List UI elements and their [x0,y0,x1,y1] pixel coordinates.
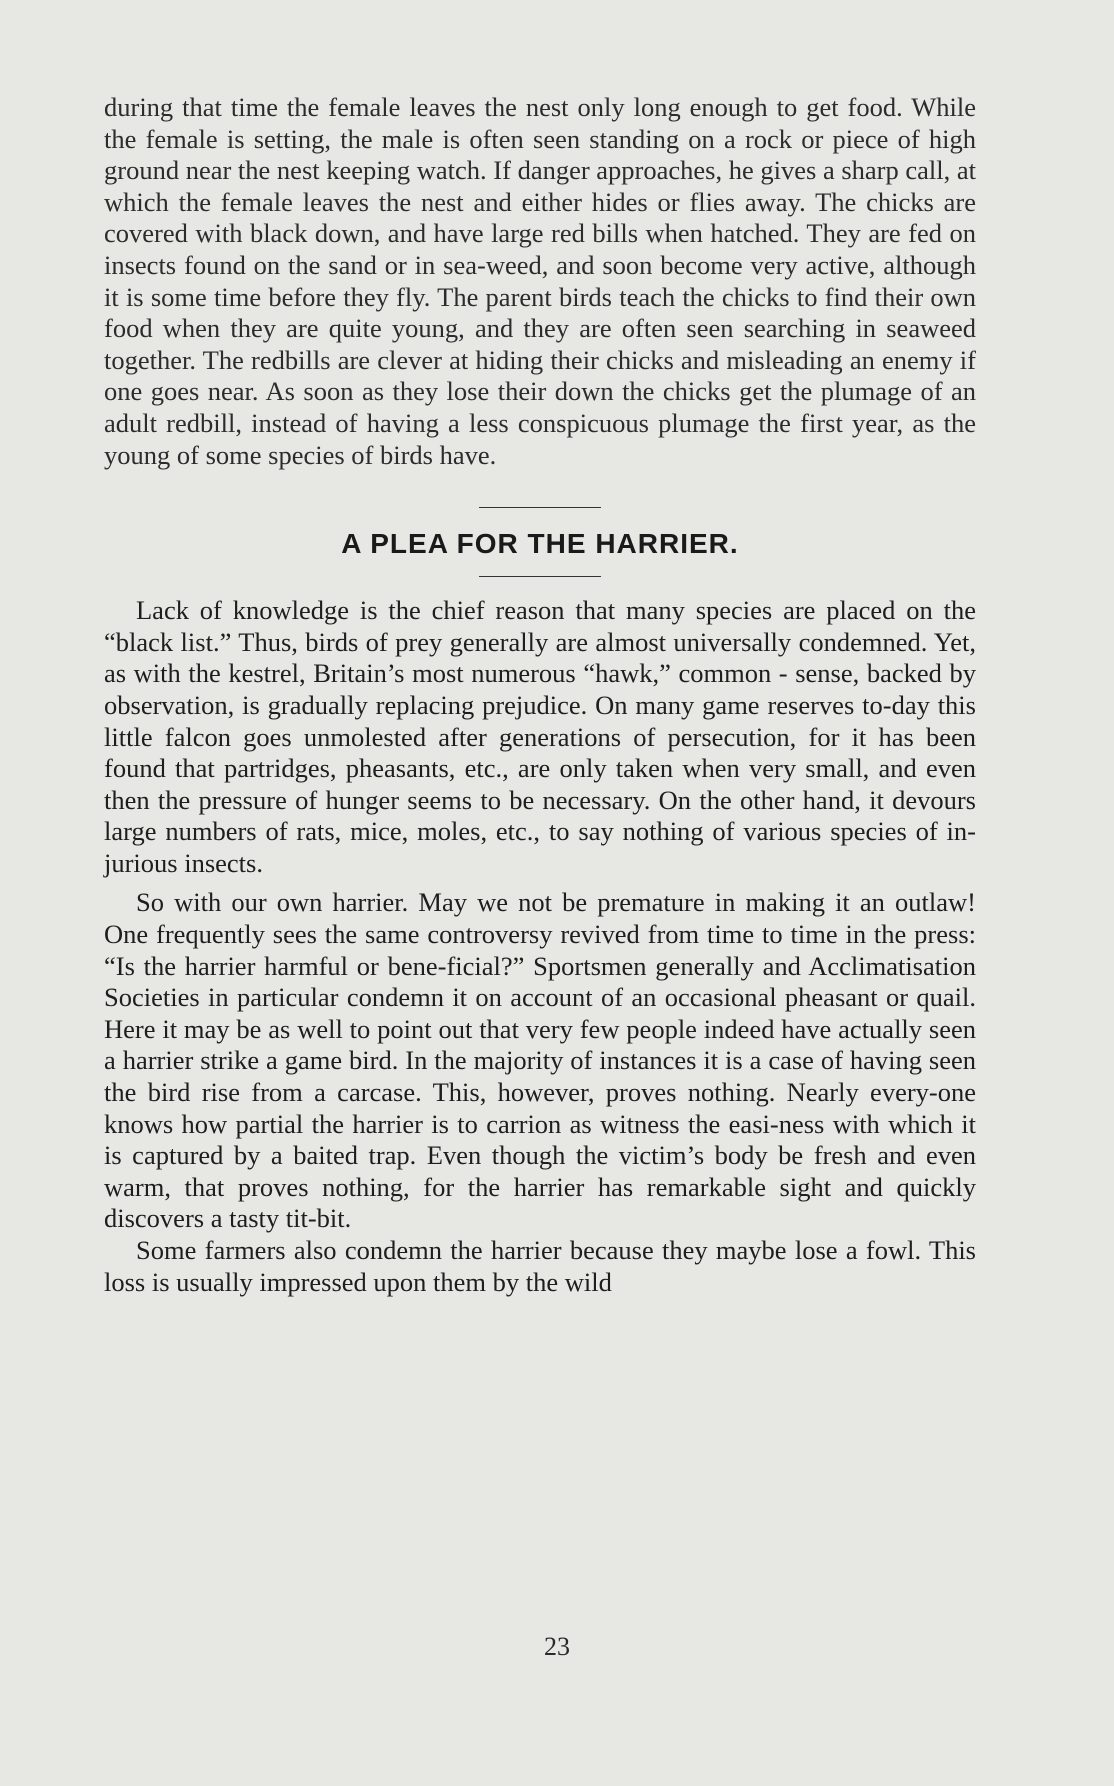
heading-rule-top [479,507,601,508]
text-column [104,92,976,1298]
paragraph-gap [104,879,976,887]
page-number: 23 [544,1632,570,1661]
heading-rule-bottom [479,576,601,577]
body-paragraph: Some farmers also condemn the harrier because they maybe lose a fowl. This loss is usually impressed upon them by the wild [104,1235,976,1297]
section-heading: A PLEA FOR THE HARRIER. [341,528,739,560]
continued-paragraph: during that time the female leaves the nest only long enough to get food. While the female is setting, the male is often seen standing on a rock or piece of high ground near the nest keeping watch. If danger approaches, he gives a sharp call, at which the female leaves the nest and either hides or flies away. The chicks are covered with black down, and have large red bills when hatched. They are fed on insects found on the sand or in sea-weed, and soon become very active, although it is some time before they fly. The parent birds teach the chicks to find their own food when they are quite young, and they are often seen searching in seaweed together. The redbills are clever at hiding their chicks and misleading an enemy if one goes near. As soon as they lose their down the chicks get the plumage of an adult redbill, instead of having a less conspicuous plumage the first year, as the young of some species of birds have. [104,92,976,470]
body-paragraph: So with our own harrier. May we not be premature in making it an outlaw! One frequently sees the same controversy revived from time to time in the press: “Is the harrier harmful or bene-ficial?” Sportsmen generally and Acclimatisation Societies in particular condemn it on account of an occasional pheasant or quail. Here it may be as well to point out that very few people indeed have actually seen a harrier strike a game bird. In the majority of instances it is a case of having seen the bird rise from a carcase. This, however, proves nothing. Nearly every-one knows how partial the harrier is to carrion as witness the easi-ness with which it is captured by a baited trap. Even though the victim’s body be fresh and even warm, that proves nothing, for the harrier has remarkable sight and quickly discovers a tasty tit-bit. [104,887,976,1234]
body-paragraph: Lack of knowledge is the chief reason that many species are placed on the “black list.” Thus, birds of prey generally are almost universally condemned. Yet, as with the kestrel, Britain’s most numerous “hawk,” common - sense, backed by observation, is gradually replacing prejudice. On many game reserves to-day this little falcon goes unmolested after generations of persecution, for it has been found that partridges, pheasants, etc., are only taken when very small, and even then the pressure of hunger seems to be necessary. On the other hand, it devours large numbers of rats, mice, moles, etc., to say nothing of various species of in-jurious insects. [104,595,976,878]
